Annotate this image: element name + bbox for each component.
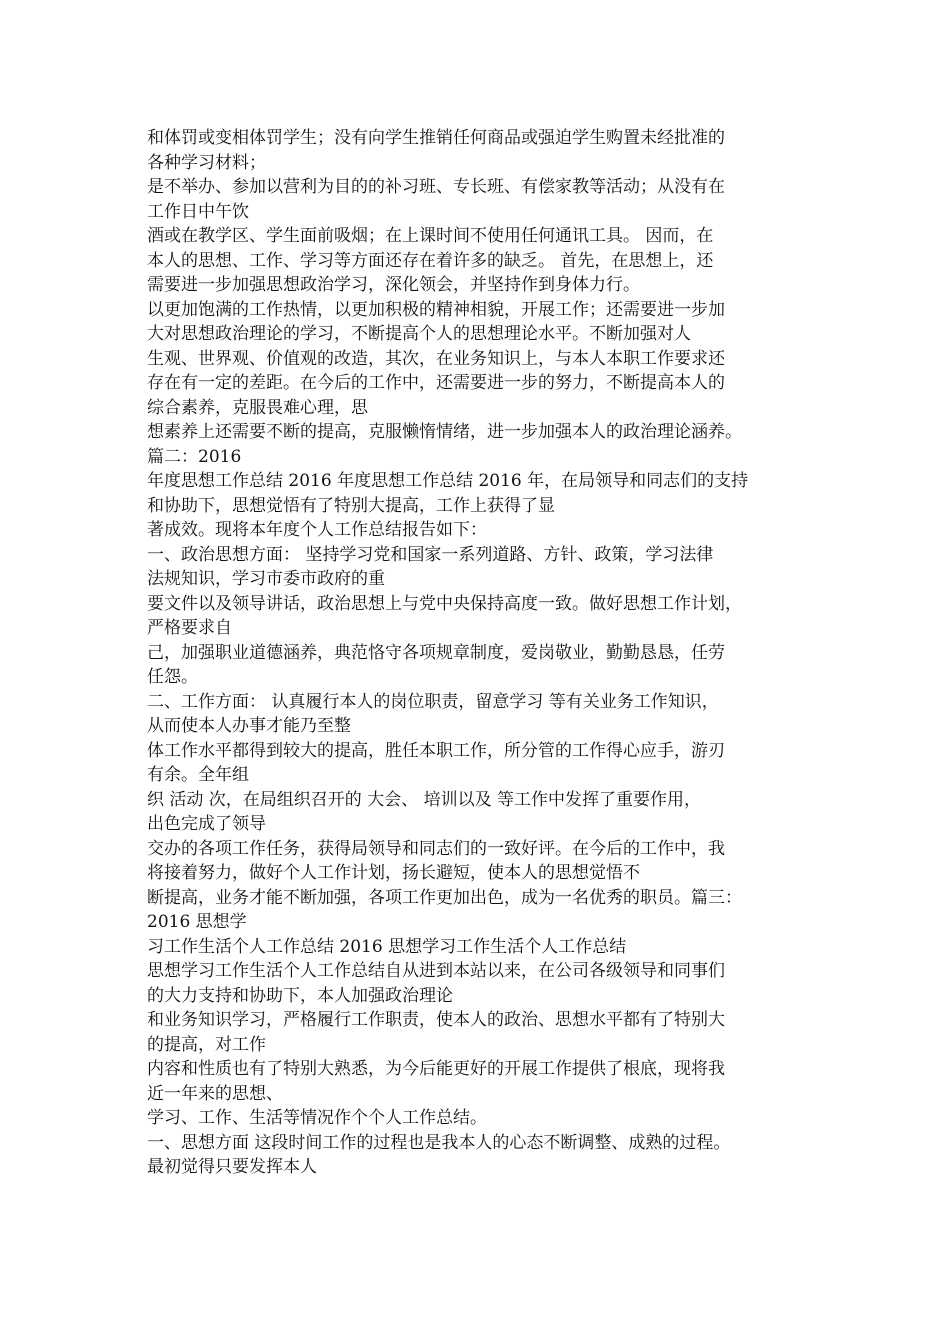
text-line: 大对思想政治理论的学习，不断提高个人的思想理论水平。不断加强对人 xyxy=(147,324,691,344)
text-line: 二、工作方面： 认真履行本人的岗位职责，留意学习 等有关业务工作知识， xyxy=(147,691,719,712)
text-line: 年度思想工作总结 2016 年度思想工作总结 2016 年，在局领导和同志们的支持 xyxy=(147,471,749,491)
text-line: 和业务知识学习，严格履行工作职责，使本人的政治、思想水平都有了特别大 xyxy=(147,1010,725,1030)
text-line: 本人的思想、工作、学习等方面还存在着许多的缺乏。 首先，在思想上，还 xyxy=(147,250,714,271)
text-line: 生观、世界观、价值观的改造，其次，在业务知识上，与本人本职工作要求还 xyxy=(147,348,725,369)
text-line: 以更加饱满的工作热情，以更加积极的精神相貌，开展工作；还需要进一步加 xyxy=(147,299,725,320)
text-line: 的提高，对工作 xyxy=(147,1034,266,1055)
text-line: 想素养上还需要不断的提高，克服懒惰情绪，进一步加强本人的政治理论涵养。 xyxy=(147,422,742,442)
text-line: 习工作生活个人工作总结 2016 思想学习工作生活个人工作总结 xyxy=(147,936,627,957)
text-line: 存在有一定的差距。在今后的工作中，还需要进一步的努力，不断提高本人的 xyxy=(147,373,725,393)
text-line: 内容和性质也有了特别大熟悉，为今后能更好的开展工作提供了根底，现将我 xyxy=(147,1059,725,1079)
text-line: 体工作水平都得到较大的提高，胜任本职工作，所分管的工作得心应手，游刃 xyxy=(147,740,725,761)
text-line: 综合素养，克服畏难心理，思 xyxy=(147,397,368,418)
text-line: 近一年来的思想、 xyxy=(147,1083,283,1104)
text-line: 一、思想方面 这段时间工作的过程也是我本人的心态不断调整、成熟的过程。 xyxy=(147,1132,731,1153)
text-line: 任怨。 xyxy=(147,667,198,687)
text-line: 学习、工作、生活等情况作个个人工作总结。 xyxy=(147,1108,487,1128)
text-line: 著成效。现将本年度个人工作总结报告如下： xyxy=(147,520,487,540)
text-line: 出色完成了领导 xyxy=(147,814,266,834)
text-line: 有余。全年组 xyxy=(147,765,249,785)
text-line: 将接着努力，做好个人工作计划，扬长避短，使本人的思想觉悟不 xyxy=(147,863,640,883)
section-heading: 篇二：2016 xyxy=(147,446,242,467)
text-line: 需要进一步加强思想政治学习，深化领会，并坚持作到身体力行。 xyxy=(147,275,640,295)
text-line: 的大力支持和协助下，本人加强政治理论 xyxy=(147,985,453,1006)
text-line: 和体罚或变相体罚学生；没有向学生推销任何商品或强迫学生购置未经批准的 xyxy=(147,128,725,148)
text-line: 交办的各项工作任务，获得局领导和同志们的一致好评。在今后的工作中，我 xyxy=(147,838,725,859)
text-line: 法规知识，学习市委市政府的重 xyxy=(147,569,385,589)
text-line: 要文件以及领导讲话，政治思想上与党中央保持高度一致。做好思想工作计划， xyxy=(147,593,742,614)
text-line: 断提高，业务才能不断加强，各项工作更加出色，成为一名优秀的职员。篇三： xyxy=(147,887,742,908)
text-line: 从而使本人办事才能乃至整 xyxy=(147,716,351,736)
text-line: 己，加强职业道德涵养，典范恪守各项规章制度，爱岗敬业，勤勤恳恳，任劳 xyxy=(147,642,725,663)
text-line: 思想学习工作生活个人工作总结自从进到本站以来，在公司各级领导和同事们 xyxy=(147,961,725,981)
text-line: 各种学习材料； xyxy=(147,152,266,173)
text-line: 一、政治思想方面： 坚持学习党和国家一系列道路、方针、政策，学习法律 xyxy=(147,544,714,565)
text-line: 最初觉得只要发挥本人 xyxy=(147,1157,317,1177)
document-body xyxy=(147,126,817,1180)
text-line: 织 活动 次，在局组织召开的 大会、 培训以及 等工作中发挥了重要作用， xyxy=(147,789,702,810)
text-line: 工作日中午饮 xyxy=(147,201,249,222)
text-line: 是不举办、参加以营利为目的的补习班、专长班、有偿家教等活动；从没有在 xyxy=(147,177,725,197)
text-line: 酒或在教学区、学生面前吸烟；在上课时间不使用任何通讯工具。 因而，在 xyxy=(147,226,714,246)
text-line: 2016 思想学 xyxy=(147,912,247,932)
text-line: 和协助下，思想觉悟有了特别大提高，工作上获得了显 xyxy=(147,495,555,516)
text-line: 严格要求自 xyxy=(147,618,232,638)
